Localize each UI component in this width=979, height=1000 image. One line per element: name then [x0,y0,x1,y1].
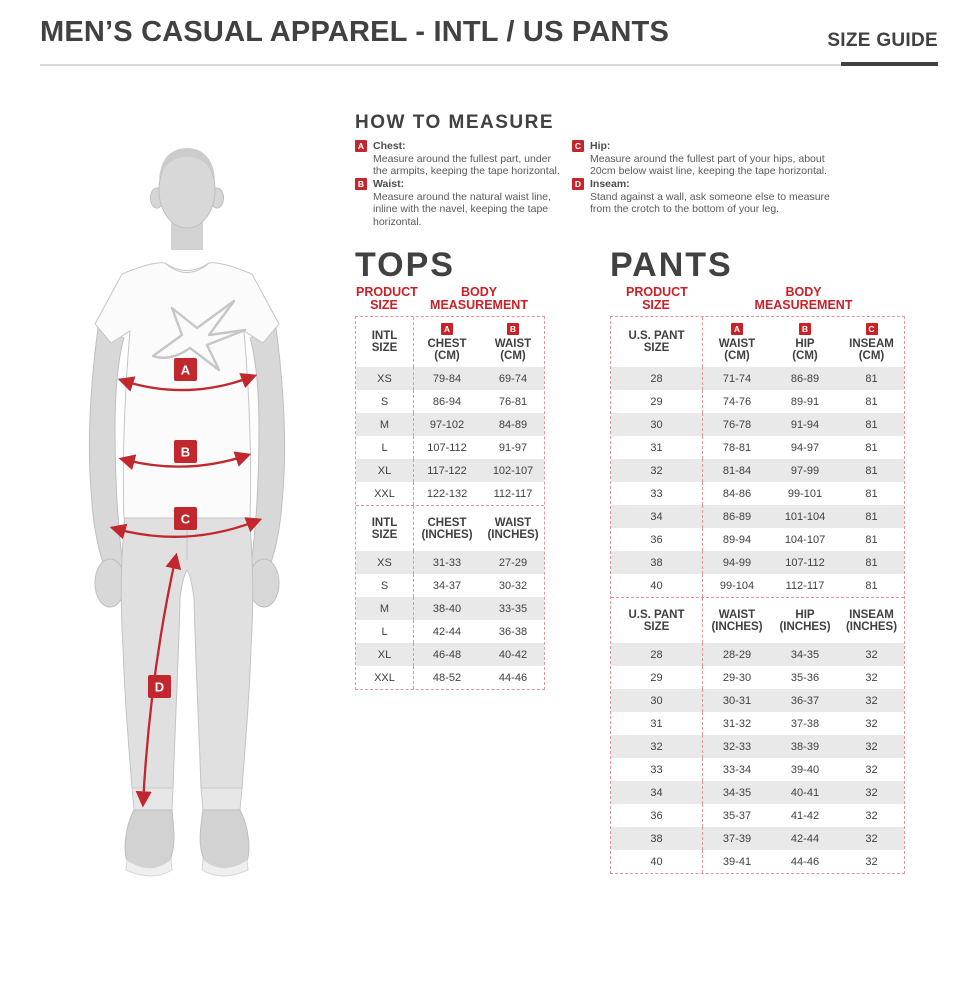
column-header-label: WAIST (CM) [718,337,756,362]
pants-inches-row-36 [611,804,904,827]
measure-item-name: Inseam: [590,178,630,190]
measurement-cell: 81 [865,395,878,408]
measure-letter-badge: B [355,178,367,190]
size-cell: S [356,390,414,413]
measurement-cell: 84-86 [722,487,752,500]
tops-cm-header-row [356,317,544,367]
tops-inches-column-header [356,506,414,551]
measurement-cell: 86-94 [432,395,462,408]
size-cell: 36 [611,528,703,551]
measurement-cell: 69-74 [498,372,528,385]
measurement-cell: 36-37 [790,694,820,707]
pants-cm-row-31 [611,436,904,459]
pants-cm-row-30 [611,413,904,436]
pants-inches-row-33 [611,758,904,781]
size-cell: 34 [611,505,703,528]
column-header-label: HIP (CM) [792,337,818,362]
measurement-cell: 117-122 [427,464,467,477]
measurement-cell: 38-40 [432,602,462,615]
pants-red-headers [610,286,905,312]
measure-letter-badge: D [572,178,584,190]
pants-inches-column-header [611,598,703,643]
size-cell: XL [356,643,414,666]
measurement-cell: 107-112 [785,556,825,569]
measure-item-chest [355,140,560,178]
measurement-cell: 34-37 [432,579,462,592]
how-to-measure-title: HOW TO MEASURE [355,112,555,133]
measure-item-name: Chest: [373,140,406,152]
measurement-cell: 91-97 [498,441,528,454]
measurement-cell: 81 [865,487,878,500]
measurement-cell: 76-78 [722,418,752,431]
tops-inches-row-XL [356,643,544,666]
tops-product-size-label: PRODUCT SIZE [356,285,418,312]
measure-item-description: Measure around the natural waist line, inline with the navel, keeping the tape horizontal. [373,190,552,228]
figure-left-hand [95,559,125,607]
size-cell: XL [356,459,414,482]
measurement-cell: 107-112 [427,441,467,454]
figure-right-arm [250,328,285,568]
figure-left-cuff [132,788,173,810]
measurement-cell: 32 [865,763,878,776]
pants-cm-column-header [771,317,839,367]
column-header-label: U.S. PANT SIZE [628,608,685,633]
measurement-cell: 44-46 [498,671,528,684]
size-cell: 31 [611,436,703,459]
figure-left-arm [89,328,124,568]
size-cell: 40 [611,850,703,873]
column-header-label: WAIST (INCHES) [487,516,539,541]
measurement-cell: 76-81 [498,395,528,408]
measurement-cell: 32 [865,694,878,707]
tops-cm-row-L [356,436,544,459]
measure-item-description: Stand against a wall, ask someone else to measure from the crotch to the bottom of your leg. [590,190,830,215]
size-cell: 30 [611,413,703,436]
measurement-cell: 28-29 [722,648,752,661]
measurement-cell: 112-117 [493,487,533,500]
size-cell: M [356,597,414,620]
svg-text:A: A [180,362,191,378]
measurement-cell: 37-39 [722,832,752,845]
measure-item-inseam [572,178,840,216]
measure-item-description: Measure around the fullest part, under the armpits, keeping the tape horizontal. [373,152,560,177]
column-header-label: CHEST (CM) [427,337,467,362]
measurement-cell: 89-94 [722,533,752,546]
pants-cm-column-header [611,317,703,367]
svg-text:C: C [180,511,191,527]
measurement-cell: 35-36 [790,671,820,684]
male-figure-svg [58,128,350,900]
pants-cm-row-38 [611,551,904,574]
pants-inches-column-header [703,598,771,643]
size-cell: 36 [611,804,703,827]
measurement-cell: 97-99 [790,464,820,477]
tops-inches-column-header [414,506,480,551]
column-header-label: HIP (INCHES) [779,608,831,633]
column-letter-badge: B [799,323,811,335]
measure-letter-badge: C [572,140,584,152]
pants-inches-header-row [611,597,904,643]
measurement-cell: 34-35 [790,648,820,661]
figure-right-hand [249,559,279,607]
measurement-cell: 32 [865,786,878,799]
size-cell: 31 [611,712,703,735]
measurement-cell: 94-99 [722,556,752,569]
size-cell: XXL [356,666,414,689]
pants-cm-column-header [839,317,904,367]
size-cell: 29 [611,666,703,689]
size-guide-tab[interactable]: SIZE GUIDE [827,30,938,51]
column-letter-badge: A [441,323,453,335]
pants-cm-row-32 [611,459,904,482]
measurement-cell: 34-35 [722,786,752,799]
measurement-cell: 42-44 [432,625,462,638]
size-cell: L [356,436,414,459]
pants-inches-row-34 [611,781,904,804]
pants-body-measurement-label: BODY MEASUREMENT [754,285,853,312]
column-letter-badge: C [866,323,878,335]
column-header-label: WAIST (INCHES) [711,608,763,633]
pants-inches-row-30 [611,689,904,712]
measurement-cell: 81-84 [722,464,752,477]
measurement-cell: 74-76 [722,395,752,408]
column-header-label: INSEAM (CM) [849,337,894,362]
size-cell: 34 [611,781,703,804]
measurement-cell: 86-89 [722,510,752,523]
tops-cm-row-XXL [356,482,544,505]
size-cell: 33 [611,482,703,505]
measurement-cell: 78-81 [722,441,752,454]
size-cell: 28 [611,643,703,666]
pants-cm-header-row [611,317,904,367]
measurement-cell: 79-84 [432,372,462,385]
page-title: MEN’S CASUAL APPAREL - INTL / US PANTS [40,16,670,48]
pants-cm-row-33 [611,482,904,505]
pants-inches-row-29 [611,666,904,689]
measurement-cell: 27-29 [498,556,528,569]
tops-inches-row-M [356,597,544,620]
pants-inches-row-32 [611,735,904,758]
measurement-cell: 122-132 [426,487,468,500]
size-cell: 33 [611,758,703,781]
tops-cm-column-header [480,317,546,367]
tops-inches-row-XS [356,551,544,574]
measurement-cell: 33-34 [722,763,752,776]
size-cell: XXL [356,482,414,505]
measure-item-waist [355,178,560,228]
pants-cm-row-29 [611,390,904,413]
size-cell: 30 [611,689,703,712]
measurement-cell: 32 [865,717,878,730]
figure-left-shoe [125,810,174,870]
measurement-cell: 89-91 [790,395,820,408]
measurement-cell: 99-104 [719,579,755,592]
measurement-cell: 33-35 [498,602,528,615]
measurement-cell: 97-102 [429,418,465,431]
measurement-cell: 32 [865,740,878,753]
measurement-cell: 36-38 [498,625,528,638]
measurement-cell: 30-32 [498,579,528,592]
measurement-cell: 81 [865,533,878,546]
tops-inches-column-header [480,506,546,551]
pants-inches-row-28 [611,643,904,666]
pants-cm-row-40 [611,574,904,597]
size-cell: 32 [611,459,703,482]
pants-inches-row-40 [611,850,904,873]
measurement-cell: 81 [865,556,878,569]
size-cell: XS [356,551,414,574]
measurement-cell: 30-31 [722,694,752,707]
pants-inches-row-31 [611,712,904,735]
tops-body-measurement-label: BODY MEASUREMENT [430,285,528,312]
size-cell: 29 [611,390,703,413]
tops-inches-row-S [356,574,544,597]
column-header-label: INSEAM (INCHES) [845,608,898,633]
measurement-cell: 31-32 [722,717,752,730]
tops-red-headers [355,286,545,312]
svg-text:B: B [180,444,191,460]
column-letter-badge: A [731,323,743,335]
figure-right-cuff [201,788,242,810]
size-guide-underline [841,62,938,66]
tops-cm-row-M [356,413,544,436]
measure-item-description: Measure around the fullest part of your hips, about 20cm below waist line, keeping the tape horizontal. [590,152,827,177]
measurement-cell: 71-74 [722,372,752,385]
size-cell: 40 [611,574,703,597]
measurement-cell: 91-94 [790,418,820,431]
pants-inches-column-header [771,598,839,643]
figure-right-shoe [200,810,249,870]
size-cell: 38 [611,827,703,850]
tops-inches-row-L [356,620,544,643]
header-divider [40,64,938,66]
measurement-cell: 94-97 [790,441,820,454]
measurement-cell: 40-41 [790,786,820,799]
measurement-cell: 35-37 [722,809,752,822]
measurement-cell: 29-30 [722,671,752,684]
measurement-cell: 39-40 [790,763,820,776]
svg-text:D: D [154,679,165,695]
column-header-label: INTL SIZE [371,516,398,541]
size-cell: S [356,574,414,597]
measurement-cell: 41-42 [790,809,820,822]
column-letter-badge: B [507,323,519,335]
tops-cm-row-S [356,390,544,413]
pants-inches-column-header [839,598,904,643]
size-cell: L [356,620,414,643]
measurement-cell: 37-38 [790,717,820,730]
measurement-cell: 86-89 [790,372,820,385]
pants-cm-row-36 [611,528,904,551]
tops-section-title: TOPS [355,246,455,284]
measure-item-hip [572,140,840,178]
measurement-cell: 32 [865,648,878,661]
pants-product-size-label: PRODUCT SIZE [626,285,688,312]
column-header-label: WAIST (CM) [494,337,532,362]
pants-cm-row-28 [611,367,904,390]
male-figure-illustration [58,128,350,900]
measurement-cell: 81 [865,418,878,431]
measurement-cell: 32 [865,809,878,822]
measurement-cell: 81 [865,441,878,454]
tops-size-table [355,316,545,690]
measure-letter-badge: A [355,140,367,152]
tops-cm-row-XS [356,367,544,390]
size-cell: 28 [611,367,703,390]
tops-cm-column-header [414,317,480,367]
column-header-label: INTL SIZE [371,330,398,354]
measurement-cell: 38-39 [790,740,820,753]
measurement-cell: 104-107 [784,533,826,546]
column-header-label: CHEST (INCHES) [421,516,473,541]
tops-inches-row-XXL [356,666,544,689]
measurement-cell: 101-104 [784,510,826,523]
measurement-cell: 81 [865,579,878,592]
measurement-cell: 40-42 [498,648,528,661]
size-cell: 32 [611,735,703,758]
measurement-cell: 81 [865,372,878,385]
measurement-cell: 112-117 [785,579,825,592]
measurement-cell: 46-48 [432,648,462,661]
measurement-cell: 81 [865,510,878,523]
measurement-cell: 84-89 [498,418,528,431]
measurement-cell: 32 [865,832,878,845]
measurement-cell: 99-101 [787,487,823,500]
measurement-cell: 32-33 [722,740,752,753]
measurement-cell: 32 [865,855,878,868]
tops-cm-column-header [356,317,414,367]
size-cell: 38 [611,551,703,574]
pants-inches-row-38 [611,827,904,850]
tops-inches-header-row [356,505,544,551]
measurement-cell: 81 [865,464,878,477]
size-cell: M [356,413,414,436]
measurement-cell: 32 [865,671,878,684]
measurement-cell: 39-41 [722,855,752,868]
tops-cm-row-XL [356,459,544,482]
pants-cm-column-header [703,317,771,367]
pants-cm-row-34 [611,505,904,528]
pants-size-table [610,316,905,874]
column-header-label: U.S. PANT SIZE [628,330,685,354]
size-cell: XS [356,367,414,390]
measure-item-name: Hip: [590,140,611,152]
measure-item-name: Waist: [373,178,405,190]
measurement-cell: 44-46 [790,855,820,868]
pants-section-title: PANTS [610,246,733,284]
measurement-cell: 31-33 [432,556,462,569]
measurement-cell: 42-44 [790,832,820,845]
measurement-cell: 48-52 [432,671,462,684]
measurement-cell: 102-107 [492,464,534,477]
